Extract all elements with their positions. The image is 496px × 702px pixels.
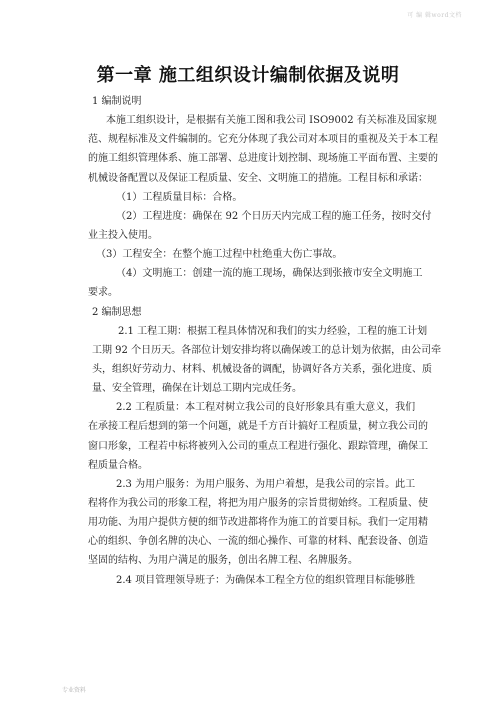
text-line: 坚固的结构、为用户满足的服务，创出名牌工程、名牌服务。	[88, 555, 358, 567]
text-line: 范、规程标准及文件编制的。它充分体现了我公司对本项目的重视及关于本工程	[88, 134, 438, 146]
text-line: 业主投入使用。	[88, 229, 158, 241]
text-line: 机械设备配置以及保证工程质量、安全、文明施工的措施。工程目标和承诺：	[88, 172, 428, 184]
text-line: 2.3 为用户服务：为用户服务、为用户着想，是我公司的宗旨。此工	[116, 478, 416, 490]
text-line: 量、安全管理，确保在计划总工期内完成任务。	[92, 383, 302, 395]
text-line: 2 编制思想	[92, 306, 142, 318]
text-line: （1）工程质量目标：合格。	[116, 191, 243, 203]
text-line: 要求。	[88, 287, 118, 299]
text-line: 工期 92 个日历天。各部位计划安排均将以确保竣工的总计划为依据，由公司牵	[92, 344, 442, 356]
text-line: 1 编制说明	[92, 96, 142, 107]
text-line: 的施工组织管理体系、施工部署、总进度计划控制、现场施工平面布置、主要的	[88, 153, 438, 165]
text-line: 2.1 工程工期：根据工程具体情况和我们的实力经验，工程的施工计划	[118, 325, 428, 337]
text-line: 2.2 工程质量：本工程对树立我公司的良好形象具有重大意义，我们	[116, 402, 416, 414]
text-line: 心的组织、争创名牌的决心、一流的细心操作、可靠的材料、配套设备、创造	[88, 536, 428, 548]
chapter-title: 第一章 施工组织设计编制依据及说明	[96, 65, 400, 86]
text-line: 2.4 项目管理领导班子：为确保本工程全方位的组织管理目标能够胜	[116, 574, 416, 586]
text-line: 程质量合格。	[88, 459, 148, 471]
text-line: 在承接工程后想到的第一个问题，就是千方百计搞好工程质量，树立我公司的	[88, 421, 428, 433]
text-line: （2）工程进度：确保在 92 个日历天内完成工程的施工任务，按时交付	[116, 210, 432, 222]
text-line: 头，组织好劳动力、材料、机械设备的调配，协调好各方关系，强化进度、质	[92, 363, 432, 375]
text-line: （4）文明施工：创建一流的施工现场，确保达到张掖市安全文明施工	[116, 268, 423, 280]
document-body	[88, 92, 442, 590]
text-line: 用功能、为用户提供方便的细节改进都将作为施工的首要目标。我们一定用精	[88, 517, 428, 529]
header-note: 可 编 辑word文档	[407, 12, 462, 19]
footer-note: 专业资料	[62, 687, 87, 694]
text-line: 本施工组织设计，是根据有关施工图和我公司 ISO9002 有关标准及国家规	[106, 115, 437, 127]
text-line: 窗口形象，工程若中标将被列入公司的重点工程进行强化、跟踪管理，确保工	[88, 440, 428, 452]
text-line: （3）工程安全：在整个施工过程中杜绝重大伤亡事故。	[96, 249, 343, 261]
text-line: 程将作为我公司的形象工程，将把为用户服务的宗旨贯彻始终。工程质量、使	[88, 497, 428, 509]
